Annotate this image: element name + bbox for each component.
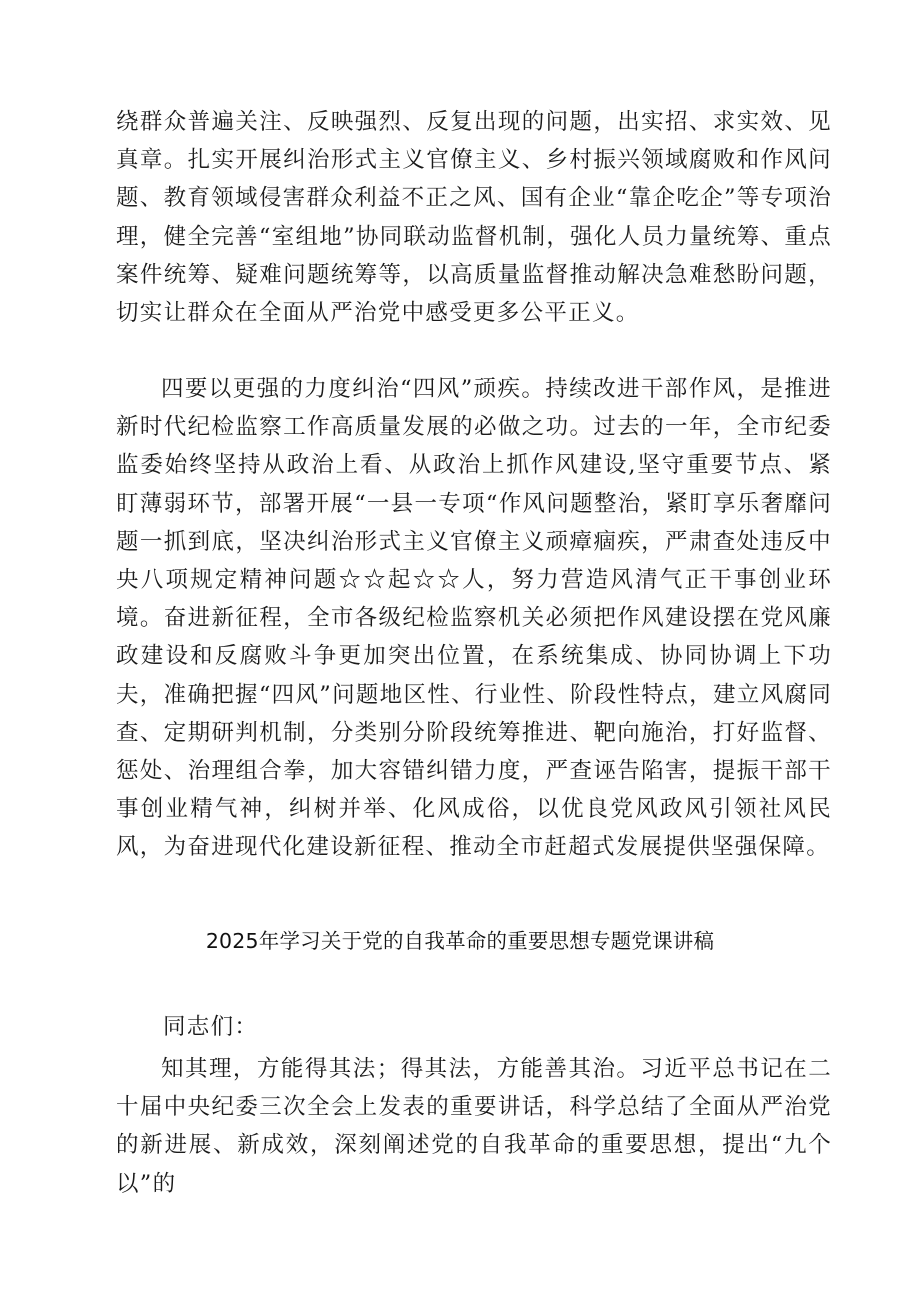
section-title: 2025年学习关于党的自我革命的重要思想专题党课讲稿 — [205, 929, 715, 953]
body-paragraph-continuation: 绕群众普遍关注、反映强烈、反复出现的问题，出实招、求实效、见真章。扎实开展纠治形式主义官僚主义、乡村振兴领域腐败和作风问题、教育领域侵害群众利益不正之风、国有企业“靠企吃企”等专项治理，健全完善“室组地”协同联动监督机制，强化人员力量统筹、重点案件统筹、疑难问题统筹等，以高质量监督推动解决急难愁盼问题，切实让群众在全面从严治党中感受更多公平正义。 — [116, 109, 832, 327]
body-paragraph-opening: 知其理，方能得其法；得其法，方能善其治。习近平总书记在二十届中央纪委三次全会上发表的重要讲话，科学总结了全面从严治党的新进展、新成效，深刻阐述党的自我革命的重要思想，提出“九个以”的 — [116, 1056, 832, 1197]
greeting: 同志们： — [163, 1014, 259, 1040]
body-paragraph-four-winds: 四要以更强的力度纠治“四风”顽疾。持续改进干部作风，是推进新时代纪检监察工作高质量发展的必做之功。过去的一年，全市纪委监委始终坚持从政治上看、从政治上抓作风建设,坚守重要节点、紧盯薄弱环节，部署开展“一县一专项“作风问题整治，紧盯享乐奢靡问题一抓到底，坚决纠治形式主义官僚主义顽瘴痼疾，严肃查处违反中央八项规定精神问题☆☆起☆☆人，努力营造风清气正干事创业环境。奋进新征程，全市各级纪检监察机关必须把作风建设摆在党风廉政建设和反腐败斗争更加突出位置，在系统集成、协同协调上下功夫，准确把握“四风”问题地区性、行业性、阶段性特点，建立风腐同查、定期研判机制，分类别分阶段统筹推进、靶向施治，打好监督、惩处、治理组合拳，加大容错纠错力度，严查诬告陷害，提振干部干事创业精气神，纠树并举、化风成俗，以优良党风政风引领社风民风，为奋进现代化建设新征程、推动全市赶超式发展提供坚强保障。 — [116, 376, 832, 861]
